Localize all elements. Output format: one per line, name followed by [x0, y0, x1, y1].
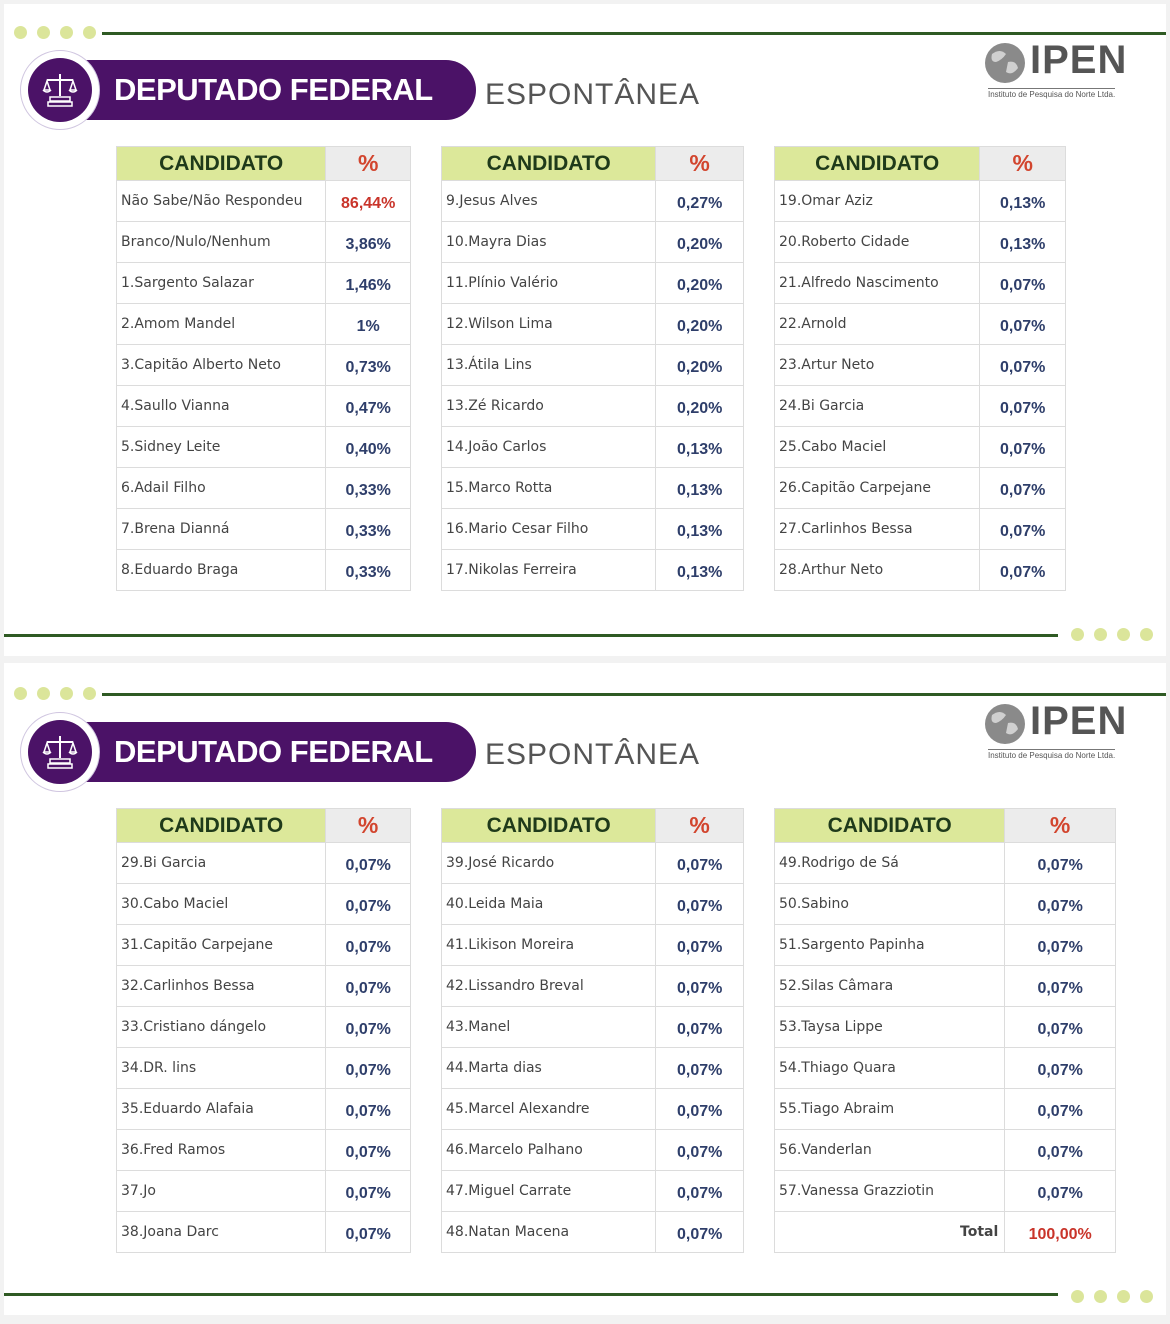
table-row	[775, 1130, 1116, 1171]
table-row	[442, 263, 744, 304]
candidate-percent: 0,07%	[656, 843, 744, 884]
candidate-percent: 0,07%	[326, 966, 411, 1007]
candidate-percent: 0,07%	[980, 263, 1066, 304]
table-row	[775, 263, 1066, 304]
table-row	[775, 181, 1066, 222]
candidate-name: 57.Vanessa Grazziotin	[775, 1171, 1005, 1212]
table-row	[442, 843, 744, 884]
candidate-percent: 0,07%	[980, 386, 1066, 427]
globe-icon	[982, 40, 1028, 86]
decor-dot	[37, 687, 50, 700]
candidate-percent: 0,07%	[656, 1089, 744, 1130]
results-table	[774, 808, 1116, 1253]
table-row	[117, 468, 411, 509]
candidate-name: 11.Plínio Valério	[442, 263, 656, 304]
decor-dot	[1140, 1290, 1153, 1303]
candidate-name: 26.Capitão Carpejane	[775, 468, 980, 509]
candidate-name: 4.Saullo Vianna	[117, 386, 326, 427]
section-title-banner	[64, 60, 476, 120]
table-row	[442, 1130, 744, 1171]
results-table	[441, 146, 744, 591]
decor-dot	[14, 687, 27, 700]
candidate-percent: 0,07%	[1005, 1089, 1116, 1130]
section-title: DEPUTADO FEDERAL	[114, 734, 433, 769]
candidate-name: 1.Sargento Salazar	[117, 263, 326, 304]
results-table	[441, 808, 744, 1253]
table-row	[775, 345, 1066, 386]
decor-dot	[37, 26, 50, 39]
candidate-name: 8.Eduardo Braga	[117, 550, 326, 591]
candidate-percent: 0,33%	[326, 468, 411, 509]
candidate-name: Branco/Nulo/Nenhum	[117, 222, 326, 263]
table-row	[117, 1048, 411, 1089]
decor-dot	[1117, 1290, 1130, 1303]
table-row	[442, 181, 744, 222]
candidate-percent: 0,07%	[656, 966, 744, 1007]
table-row	[117, 427, 411, 468]
candidate-name: 33.Cristiano dángelo	[117, 1007, 326, 1048]
survey-panel-1	[4, 4, 1166, 656]
candidate-percent: 0,33%	[326, 509, 411, 550]
candidate-name: 52.Silas Câmara	[775, 966, 1005, 1007]
candidate-name: 2.Amom Mandel	[117, 304, 326, 345]
scales-of-justice-icon	[40, 732, 80, 772]
candidate-name: 30.Cabo Maciel	[117, 884, 326, 925]
candidate-percent: 0,07%	[980, 509, 1066, 550]
candidate-percent: 0,07%	[326, 884, 411, 925]
candidate-percent: 0,07%	[980, 550, 1066, 591]
candidate-percent: 0,07%	[656, 925, 744, 966]
table-row	[442, 509, 744, 550]
table-row	[442, 345, 744, 386]
table-row	[117, 925, 411, 966]
survey-panel-2	[4, 663, 1166, 1315]
table-row	[775, 1048, 1116, 1089]
section-title: DEPUTADO FEDERAL	[114, 72, 433, 107]
top-divider	[102, 693, 1166, 696]
top-divider	[102, 32, 1166, 35]
candidate-percent: 0,20%	[656, 345, 744, 386]
table-row	[775, 843, 1116, 884]
candidate-name: 53.Taysa Lippe	[775, 1007, 1005, 1048]
column-header-candidate: CANDIDATO	[775, 147, 980, 181]
table-row	[442, 884, 744, 925]
candidate-name: 3.Capitão Alberto Neto	[117, 345, 326, 386]
table-row	[442, 1089, 744, 1130]
candidate-percent: 0,07%	[326, 1007, 411, 1048]
candidate-name: 31.Capitão Carpejane	[117, 925, 326, 966]
candidate-name: 35.Eduardo Alafaia	[117, 1089, 326, 1130]
table-row	[117, 181, 411, 222]
scales-of-justice-icon	[40, 70, 80, 110]
decor-dot	[1094, 628, 1107, 641]
candidate-percent: 1,46%	[326, 263, 411, 304]
candidate-percent: 0,13%	[656, 550, 744, 591]
candidate-name: 9.Jesus Alves	[442, 181, 656, 222]
ipen-logo	[980, 40, 1140, 102]
bottom-divider	[4, 634, 1058, 637]
candidate-name: 21.Alfredo Nascimento	[775, 263, 980, 304]
table-row	[775, 1007, 1116, 1048]
candidate-name: 34.DR. lins	[117, 1048, 326, 1089]
candidate-name: 40.Leida Maia	[442, 884, 656, 925]
table-row	[775, 550, 1066, 591]
justice-badge	[20, 712, 100, 792]
table-row	[442, 1212, 744, 1253]
candidate-name: 29.Bi Garcia	[117, 843, 326, 884]
candidate-name: 23.Artur Neto	[775, 345, 980, 386]
candidate-percent: 0,13%	[980, 181, 1066, 222]
column-header-candidate: CANDIDATO	[442, 809, 656, 843]
decor-dot	[1071, 1290, 1084, 1303]
candidate-name: 54.Thiago Quara	[775, 1048, 1005, 1089]
table-row	[442, 386, 744, 427]
candidate-name: 13.Zé Ricardo	[442, 386, 656, 427]
table-row	[442, 925, 744, 966]
table-row	[442, 966, 744, 1007]
candidate-name: 27.Carlinhos Bessa	[775, 509, 980, 550]
candidate-percent: 0,07%	[980, 468, 1066, 509]
decor-dot	[60, 687, 73, 700]
candidate-percent: 0,20%	[656, 222, 744, 263]
column-header-candidate: CANDIDATO	[442, 147, 656, 181]
candidate-name: 36.Fred Ramos	[117, 1130, 326, 1171]
decor-dot	[14, 26, 27, 39]
decor-dot	[1071, 628, 1084, 641]
table-row	[117, 1171, 411, 1212]
candidate-name: 51.Sargento Papinha	[775, 925, 1005, 966]
table-row	[775, 1089, 1116, 1130]
candidate-percent: 0,20%	[656, 263, 744, 304]
candidate-name: 48.Natan Macena	[442, 1212, 656, 1253]
table-row	[775, 222, 1066, 263]
candidate-name: 41.Likison Moreira	[442, 925, 656, 966]
candidate-percent: 0,33%	[326, 550, 411, 591]
candidate-percent: 0,07%	[1005, 1007, 1116, 1048]
table-row	[775, 468, 1066, 509]
logo-name: IPEN	[1030, 699, 1128, 743]
candidate-name: 14.João Carlos	[442, 427, 656, 468]
candidate-percent: 0,73%	[326, 345, 411, 386]
table-row	[775, 884, 1116, 925]
total-value: 100,00%	[1005, 1212, 1116, 1253]
candidate-percent: 0,07%	[1005, 966, 1116, 1007]
table-row	[442, 468, 744, 509]
table-header-row	[775, 147, 1066, 181]
candidate-name: 50.Sabino	[775, 884, 1005, 925]
table-row	[117, 550, 411, 591]
candidate-percent: 0,07%	[656, 1007, 744, 1048]
candidate-percent: 0,07%	[1005, 843, 1116, 884]
candidate-name: 43.Manel	[442, 1007, 656, 1048]
table-row	[775, 304, 1066, 345]
table-row	[775, 427, 1066, 468]
candidate-percent: 0,13%	[656, 427, 744, 468]
table-row	[775, 1171, 1116, 1212]
section-subtitle: ESPONTÂNEA	[485, 738, 701, 771]
column-header-percent: %	[1005, 809, 1116, 843]
table-row	[117, 1089, 411, 1130]
table-row	[775, 386, 1066, 427]
candidate-name: Não Sabe/Não Respondeu	[117, 181, 326, 222]
candidate-percent: 0,47%	[326, 386, 411, 427]
candidate-percent: 0,07%	[326, 925, 411, 966]
candidate-percent: 0,13%	[656, 468, 744, 509]
table-row	[117, 1212, 411, 1253]
table-row	[117, 386, 411, 427]
bottom-divider	[4, 1293, 1058, 1296]
total-row	[775, 1212, 1116, 1253]
candidate-name: 28.Arthur Neto	[775, 550, 980, 591]
table-header-row	[117, 809, 411, 843]
logo-tagline: Instituto de Pesquisa do Norte Ltda.	[988, 90, 1116, 99]
results-table	[774, 146, 1066, 591]
candidate-percent: 0,13%	[656, 509, 744, 550]
candidate-percent: 0,07%	[326, 1048, 411, 1089]
candidate-name: 49.Rodrigo de Sá	[775, 843, 1005, 884]
table-header-row	[117, 147, 411, 181]
candidate-name: 24.Bi Garcia	[775, 386, 980, 427]
column-header-percent: %	[980, 147, 1066, 181]
decor-dot	[1140, 628, 1153, 641]
candidate-percent: 0,07%	[1005, 884, 1116, 925]
candidate-name: 5.Sidney Leite	[117, 427, 326, 468]
column-header-candidate: CANDIDATO	[117, 809, 326, 843]
candidate-name: 45.Marcel Alexandre	[442, 1089, 656, 1130]
decor-dot	[83, 687, 96, 700]
candidate-percent: 0,07%	[326, 843, 411, 884]
column-header-percent: %	[326, 147, 411, 181]
candidate-name: 17.Nikolas Ferreira	[442, 550, 656, 591]
total-label: Total	[775, 1212, 1005, 1253]
decor-dot	[1094, 1290, 1107, 1303]
candidate-percent: 0,13%	[980, 222, 1066, 263]
candidate-percent: 0,20%	[656, 386, 744, 427]
candidate-name: 42.Lissandro Breval	[442, 966, 656, 1007]
candidate-percent: 86,44%	[326, 181, 411, 222]
column-header-percent: %	[656, 147, 744, 181]
candidate-name: 19.Omar Aziz	[775, 181, 980, 222]
table-row	[442, 1171, 744, 1212]
table-row	[442, 1007, 744, 1048]
candidate-name: 38.Joana Darc	[117, 1212, 326, 1253]
table-row	[117, 884, 411, 925]
table-row	[775, 925, 1116, 966]
table-header-row	[442, 147, 744, 181]
table-header-row	[442, 809, 744, 843]
table-row	[117, 304, 411, 345]
candidate-name: 22.Arnold	[775, 304, 980, 345]
candidate-name: 16.Mario Cesar Filho	[442, 509, 656, 550]
candidate-percent: 0,07%	[326, 1212, 411, 1253]
candidate-name: 56.Vanderlan	[775, 1130, 1005, 1171]
candidate-name: 7.Brena Dianná	[117, 509, 326, 550]
section-subtitle: ESPONTÂNEA	[485, 78, 701, 111]
candidate-percent: 0,07%	[656, 1212, 744, 1253]
candidate-name: 20.Roberto Cidade	[775, 222, 980, 263]
candidate-name: 37.Jo	[117, 1171, 326, 1212]
column-header-candidate: CANDIDATO	[117, 147, 326, 181]
candidate-percent: 0,07%	[980, 345, 1066, 386]
table-row	[775, 509, 1066, 550]
candidate-percent: 0,07%	[326, 1171, 411, 1212]
candidate-percent: 0,07%	[1005, 1171, 1116, 1212]
candidate-name: 46.Marcelo Palhano	[442, 1130, 656, 1171]
candidate-name: 44.Marta dias	[442, 1048, 656, 1089]
candidate-name: 32.Carlinhos Bessa	[117, 966, 326, 1007]
column-header-percent: %	[326, 809, 411, 843]
column-header-percent: %	[656, 809, 744, 843]
candidate-percent: 0,20%	[656, 304, 744, 345]
candidate-percent: 0,07%	[656, 1048, 744, 1089]
decor-dot	[1117, 628, 1130, 641]
candidate-percent: 0,07%	[326, 1089, 411, 1130]
table-row	[442, 304, 744, 345]
justice-badge	[20, 50, 100, 130]
candidate-percent: 0,27%	[656, 181, 744, 222]
candidate-name: 6.Adail Filho	[117, 468, 326, 509]
candidate-name: 15.Marco Rotta	[442, 468, 656, 509]
section-title-banner	[64, 722, 476, 782]
candidate-percent: 0,40%	[326, 427, 411, 468]
table-row	[117, 263, 411, 304]
table-row	[775, 966, 1116, 1007]
results-table	[116, 808, 411, 1253]
table-row	[117, 345, 411, 386]
candidate-name: 12.Wilson Lima	[442, 304, 656, 345]
candidate-percent: 0,07%	[980, 304, 1066, 345]
column-header-candidate: CANDIDATO	[775, 809, 1005, 843]
globe-icon	[982, 701, 1028, 747]
candidate-percent: 0,07%	[980, 427, 1066, 468]
candidate-percent: 0,07%	[1005, 1130, 1116, 1171]
table-row	[117, 843, 411, 884]
candidate-name: 47.Miguel Carrate	[442, 1171, 656, 1212]
table-row	[117, 1007, 411, 1048]
candidate-name: 25.Cabo Maciel	[775, 427, 980, 468]
candidate-percent: 0,07%	[656, 1171, 744, 1212]
candidate-percent: 0,07%	[656, 884, 744, 925]
results-table	[116, 146, 411, 591]
logo-tagline: Instituto de Pesquisa do Norte Ltda.	[988, 751, 1116, 760]
table-row	[442, 222, 744, 263]
table-row	[117, 222, 411, 263]
table-row	[442, 1048, 744, 1089]
candidate-percent: 1%	[326, 304, 411, 345]
table-row	[117, 966, 411, 1007]
candidate-percent: 0,07%	[326, 1130, 411, 1171]
candidate-percent: 0,07%	[656, 1130, 744, 1171]
table-row	[442, 427, 744, 468]
table-row	[117, 1130, 411, 1171]
candidate-name: 39.José Ricardo	[442, 843, 656, 884]
candidate-name: 10.Mayra Dias	[442, 222, 656, 263]
ipen-logo	[980, 701, 1140, 763]
candidate-percent: 0,07%	[1005, 925, 1116, 966]
decor-dot	[60, 26, 73, 39]
logo-name: IPEN	[1030, 38, 1128, 82]
table-row	[442, 550, 744, 591]
decor-dot	[83, 26, 96, 39]
candidate-name: 13.Átila Lins	[442, 345, 656, 386]
candidate-percent: 0,07%	[1005, 1048, 1116, 1089]
candidate-percent: 3,86%	[326, 222, 411, 263]
table-row	[117, 509, 411, 550]
table-header-row	[775, 809, 1116, 843]
candidate-name: 55.Tiago Abraim	[775, 1089, 1005, 1130]
